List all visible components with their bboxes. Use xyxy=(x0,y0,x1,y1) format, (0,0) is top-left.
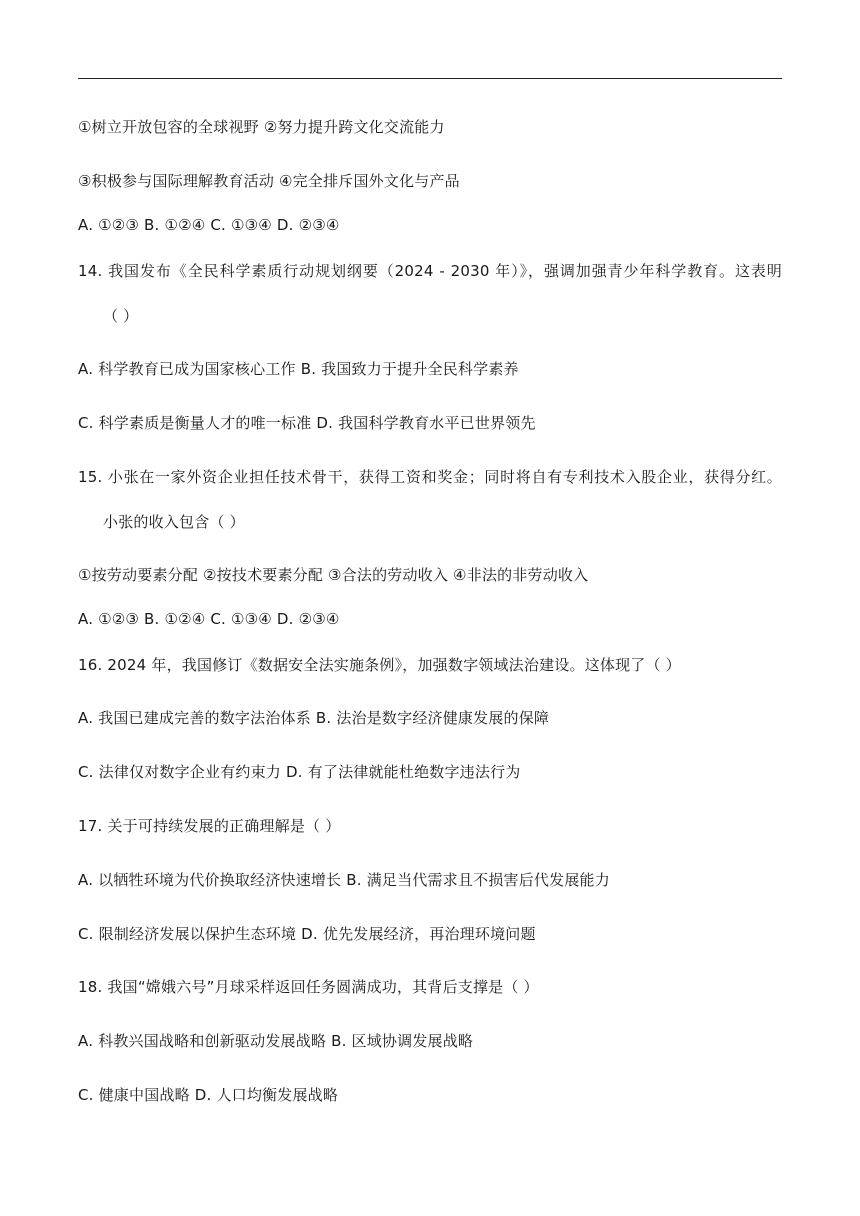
q18-options-a-b: A. 科教兴国战略和创新驱动发展战略 B. 区域协调发展战略 xyxy=(78,1032,474,1050)
q15-stem: 15. 小张在一家外资企业担任技术骨干，获得工资和奖金；同时将自有专利技术入股企业，获得分红。 xyxy=(78,468,782,486)
q15-statements: ①按劳动要素分配 ②按技术要素分配 ③合法的劳动收入 ④非法的非劳动收入 xyxy=(78,566,589,584)
q17-stem: 17. 关于可持续发展的正确理解是（ ） xyxy=(78,817,341,835)
q17-options-c-d: C. 限制经济发展以保护生态环境 D. 优先发展经济，再治理环境问题 xyxy=(78,925,536,943)
q15-answer-choices: A. ①②③ B. ①②④ C. ①③④ D. ②③④ xyxy=(78,610,340,628)
q13-statements-1-2: ①树立开放包容的全球视野 ②努力提升跨文化交流能力 xyxy=(78,118,445,136)
q15-stem-continued: 小张的收入包含（ ） xyxy=(103,513,245,531)
q18-options-c-d: C. 健康中国战略 D. 人口均衡发展战略 xyxy=(78,1086,339,1104)
q13-answer-choices: A. ①②③ B. ①②④ C. ①③④ D. ②③④ xyxy=(78,216,340,234)
q13-statements-3-4: ③积极参与国际理解教育活动 ④完全排斥国外文化与产品 xyxy=(78,172,460,190)
q14-options-c-d: C. 科学素质是衡量人才的唯一标准 D. 我国科学教育水平已世界领先 xyxy=(78,414,536,432)
q17-options-a-b: A. 以牺牲环境为代价换取经济快速增长 B. 满足当代需求且不损害后代发展能力 xyxy=(78,871,610,889)
q14-answer-blank: （ ） xyxy=(103,307,139,325)
q16-options-c-d: C. 法律仅对数字企业有约束力 D. 有了法律就能杜绝数字违法行为 xyxy=(78,763,521,781)
q16-options-a-b: A. 我国已建成完善的数字法治体系 B. 法治是数字经济健康发展的保障 xyxy=(78,709,550,727)
q18-stem: 18. 我国“嫦娥六号”月球采样返回任务圆满成功，其背后支撑是（ ） xyxy=(78,978,539,996)
q16-stem: 16. 2024 年，我国修订《数据安全法实施条例》，加强数字领域法治建设。这体现了（ ） xyxy=(78,656,681,674)
header-rule xyxy=(78,78,782,79)
q14-stem: 14. 我国发布《全民科学素质行动规划纲要（2024 - 2030 年）》，强调加强青少年科学教育。这表明 xyxy=(78,262,782,280)
q14-options-a-b: A. 科学教育已成为国家核心工作 B. 我国致力于提升全民科学素养 xyxy=(78,360,519,378)
